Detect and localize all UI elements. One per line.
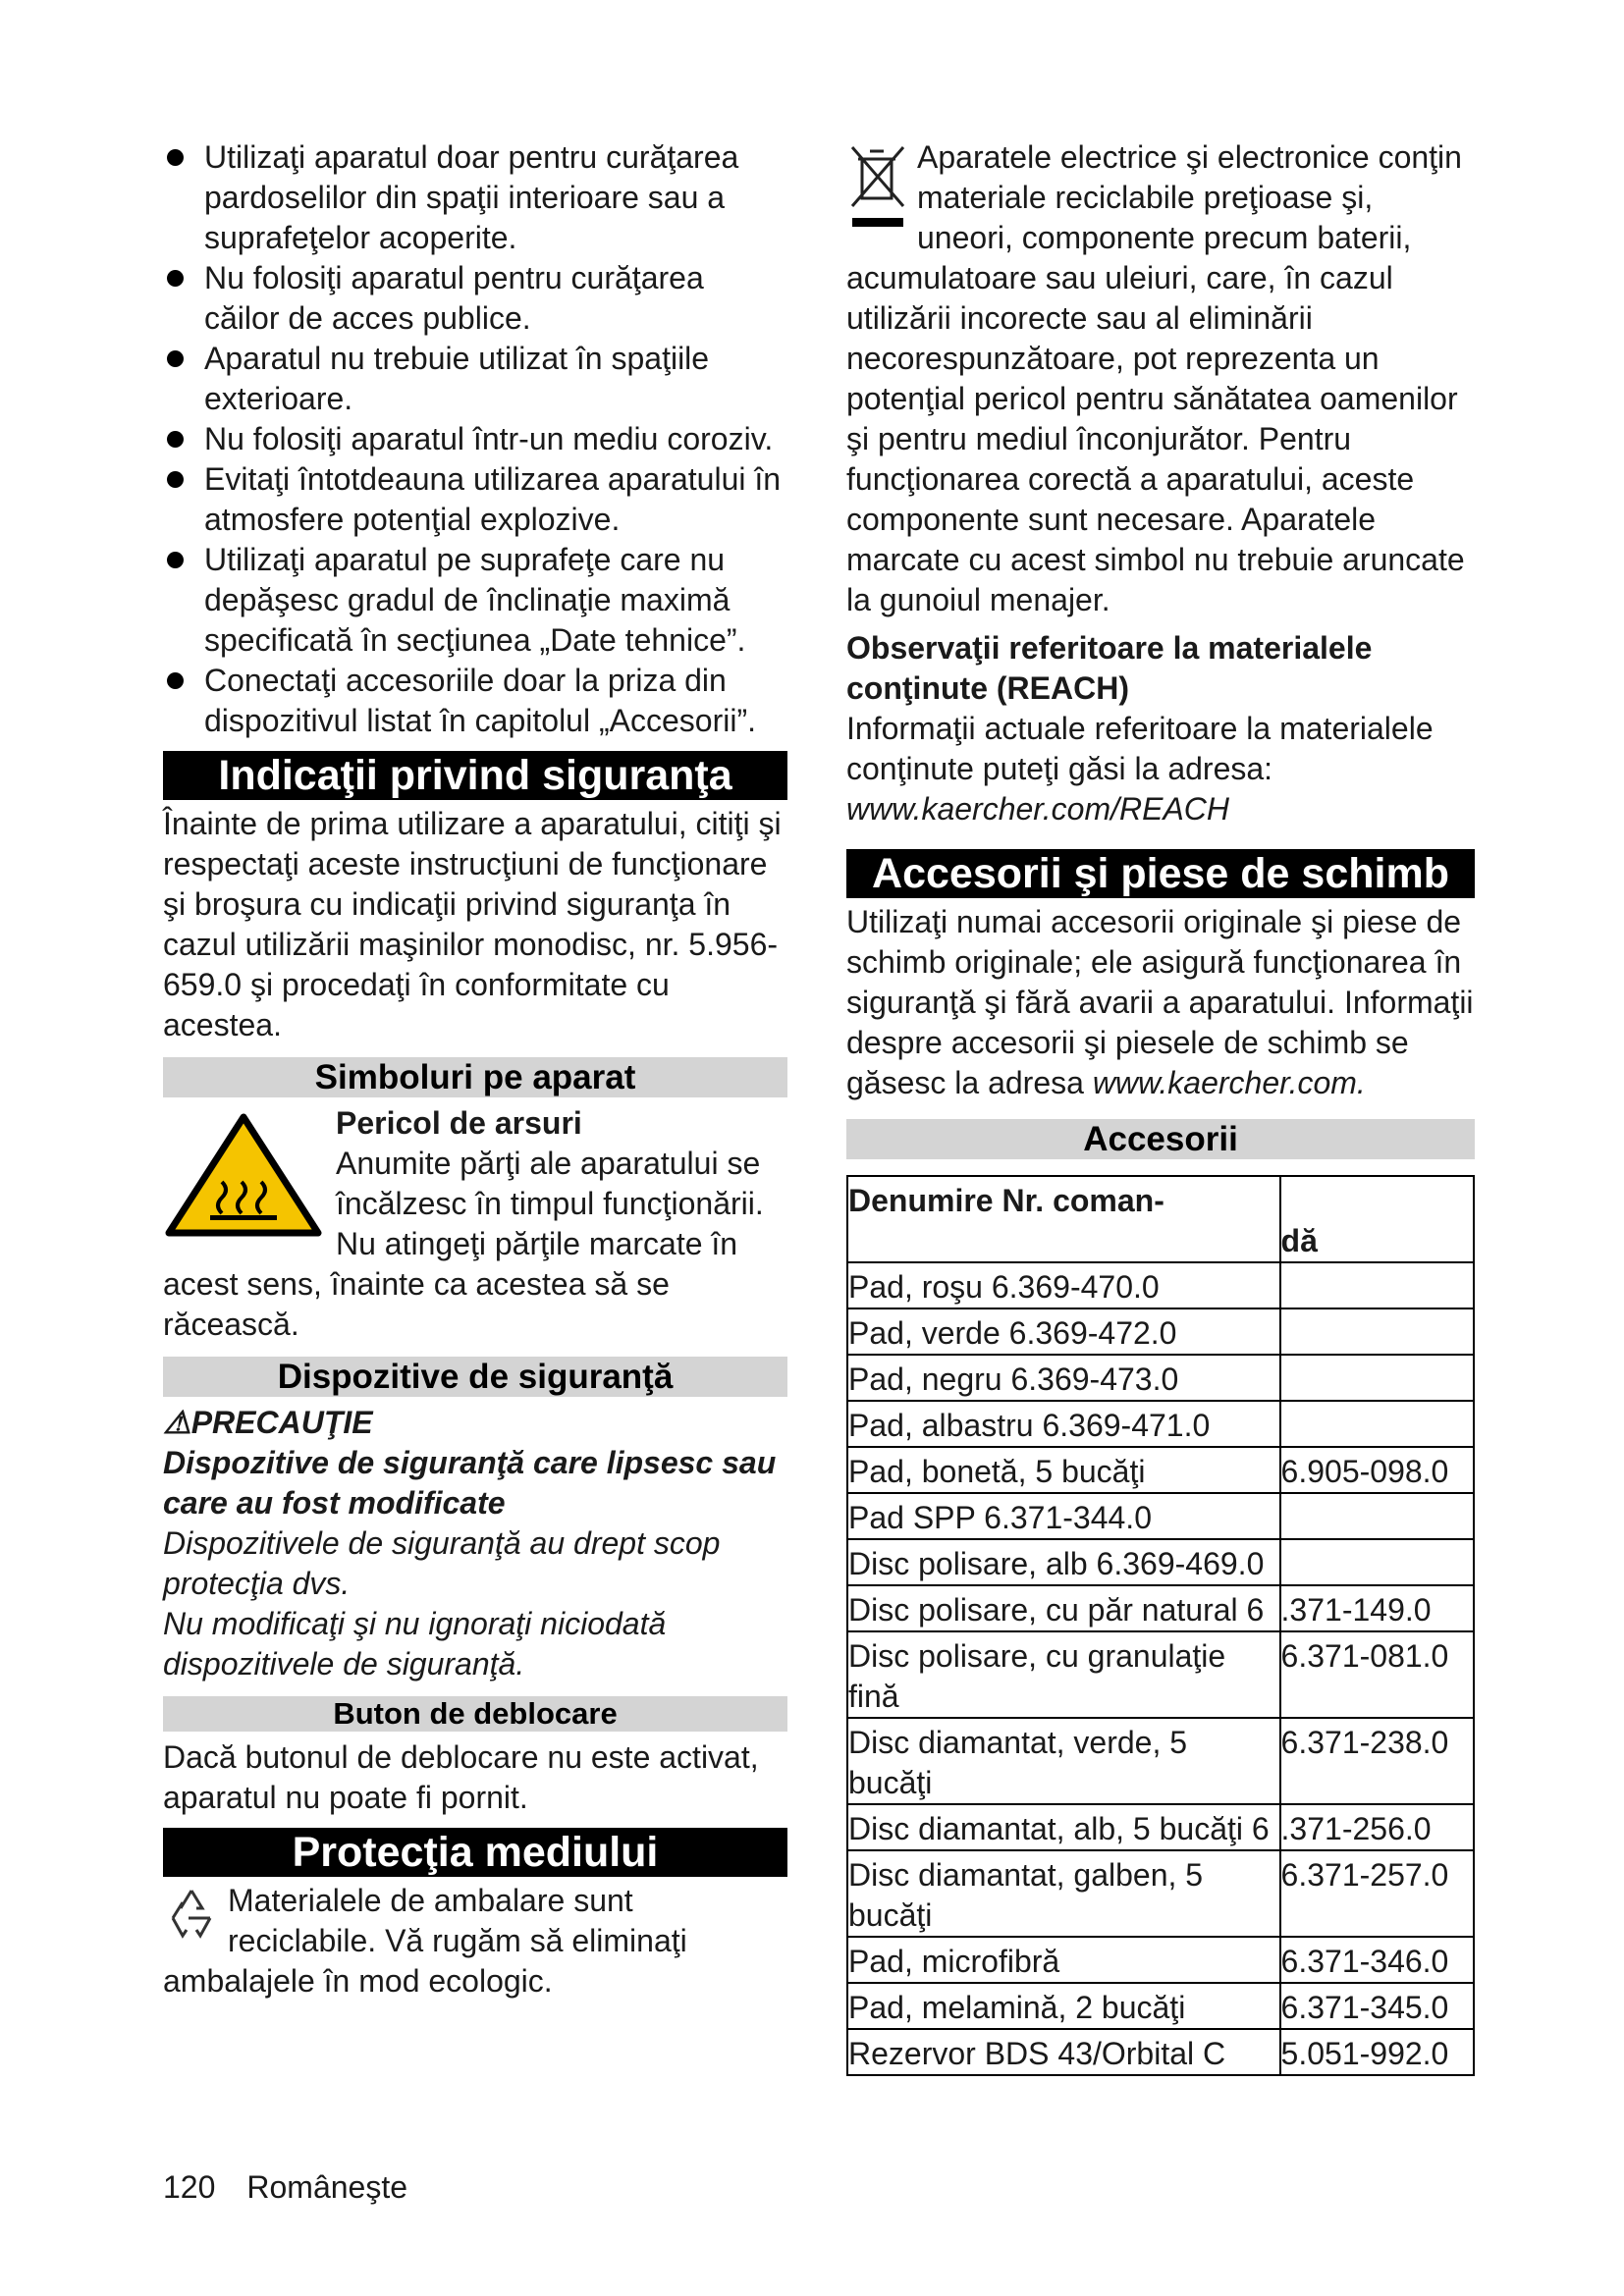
table-row: Pad, albastru 6.369-471.0 bbox=[847, 1401, 1474, 1447]
page-footer bbox=[163, 2167, 407, 2207]
page-number: 120 bbox=[163, 2169, 216, 2205]
burn-title: Pericol de arsuri bbox=[336, 1105, 582, 1141]
accessories-heading: Accesorii bbox=[846, 1119, 1475, 1159]
usage-list bbox=[163, 137, 787, 741]
table-row: Disc diamantat, alb, 5 bucăţi 6 .371-256.0 bbox=[847, 1804, 1474, 1850]
list-item: Nu folosiţi aparatul într-un mediu coroziv. bbox=[163, 419, 787, 459]
unlock-heading: Buton de deblocare bbox=[163, 1696, 787, 1732]
safety-heading: Indicaţii privind siguranţa bbox=[163, 751, 787, 800]
table-row: Pad, microfibră 6.371-346.0 bbox=[847, 1937, 1474, 1983]
accessories-table bbox=[846, 1175, 1475, 2076]
right-column bbox=[846, 137, 1475, 2076]
parts-text: Utilizaţi numai accesorii originale şi piese de schimb originale; ele asigură funcţionarea în siguranţă şi fără avarii a aparatului. Informaţii despre accesorii şi piesele de schimb se găsesc la adresa bbox=[846, 904, 1474, 1100]
unlock-text: Dacă butonul de deblocare nu este activat, aparatul nu poate fi pornit. bbox=[163, 1739, 759, 1815]
language-label: Româneşte bbox=[246, 2169, 408, 2205]
table-row: Disc polisare, alb 6.369-469.0 bbox=[847, 1539, 1474, 1585]
table-row: Disc polisare, cu granulaţie fină 6.371-081.0 bbox=[847, 1631, 1474, 1718]
left-column bbox=[163, 137, 787, 2002]
table-row: Rezervor BDS 43/Orbital C 5.051-992.0 bbox=[847, 2029, 1474, 2075]
table-row: Pad SPP 6.371-344.0 bbox=[847, 1493, 1474, 1539]
reach-text: Informaţii actuale referitoare la materialele conţinute puteţi găsi la adresa: bbox=[846, 711, 1434, 786]
safety-text: Înainte de prima utilizare a aparatului, citiţi şi respectaţi aceste instrucţiuni de funcţionare şi broşura cu indicaţii privind siguranţa în cazul utilizării maşinilor monodisc, nr. 5.956-659.0 şi procedaţi în conformitate cu acestea. bbox=[163, 806, 782, 1042]
parts-paragraph bbox=[846, 902, 1475, 1103]
recycle-icon bbox=[163, 1885, 220, 1942]
table-row: Disc polisare, cu păr natural 6 .371-149.0 bbox=[847, 1585, 1474, 1631]
reach-link[interactable]: www.kaercher.com/REACH bbox=[846, 791, 1230, 827]
list-item: Utilizaţi aparatul doar pentru curăţarea pardoselilor din spaţii interioare sau a suprafeţelor acoperite. bbox=[163, 137, 787, 258]
weee-block bbox=[846, 137, 1475, 620]
burn-text: Anumite părţi ale aparatului se încălzesc în timpul funcţionării. Nu atingeţi părţile marcate în acest sens, înainte ca acestea să se răcească. bbox=[163, 1146, 764, 1342]
list-item: Aparatul nu trebuie utilizat în spaţiile exterioare. bbox=[163, 339, 787, 419]
reach-paragraph bbox=[846, 709, 1475, 829]
table-row: Pad, verde 6.369-472.0 bbox=[847, 1308, 1474, 1355]
parts-link[interactable]: www.kaercher.com. bbox=[1092, 1065, 1366, 1100]
caution-text-1: Dispozitivele de siguranţă au drept scop protecţia dvs. bbox=[163, 1525, 721, 1601]
table-header-cell: Denumire Nr. coman- bbox=[847, 1176, 1280, 1262]
parts-heading: Accesorii şi piese de schimb bbox=[846, 849, 1475, 898]
table-row: Pad, bonetă, 5 bucăţi 6.905-098.0 bbox=[847, 1447, 1474, 1493]
caution-text-2: Nu modificaţi şi nu ignoraţi niciodată dispozitivele de siguranţă. bbox=[163, 1606, 667, 1682]
table-header-row bbox=[847, 1176, 1474, 1262]
table-row: Pad, roşu 6.369-470.0 bbox=[847, 1262, 1474, 1308]
environment-block bbox=[163, 1881, 787, 2002]
crossed-bin-icon bbox=[846, 141, 909, 240]
hot-surface-warning-icon bbox=[163, 1111, 324, 1239]
table-row: Disc diamantat, galben, 5 bucăţi 6.371-257.0 bbox=[847, 1850, 1474, 1937]
devices-heading: Dispozitive de siguranţă bbox=[163, 1357, 787, 1397]
reach-heading: Observaţii referitoare la materialele conţinute (REACH) bbox=[846, 630, 1373, 706]
symbols-heading: Simboluri pe aparat bbox=[163, 1057, 787, 1097]
caution-triangle-icon: ⚠ bbox=[163, 1405, 191, 1440]
caution-label: ⚠PRECAUŢIE bbox=[163, 1405, 373, 1440]
list-item: Evitaţi întotdeauna utilizarea aparatului în atmosfere potenţial explozive. bbox=[163, 459, 787, 540]
weee-text: Aparatele electrice şi electronice conţin materiale reciclabile preţioase şi, uneori, componente precum baterii, acumulatoare sau uleiuri, care, în cazul utilizării incorecte sau al eliminării necorespunzătoare, pot reprezenta un potenţial pericol pentru sănătatea oamenilor şi pentru mediul înconjurător. Pentru funcţionarea corectă a aparatului, aceste componente sunt necesare. Aparatele marcate cu acest simbol nu trebuie aruncate la gunoiul menajer. bbox=[846, 139, 1465, 617]
table-row: Pad, melamină, 2 bucăţi 6.371-345.0 bbox=[847, 1983, 1474, 2029]
burn-warning bbox=[163, 1103, 787, 1345]
environment-heading: Protecţia mediului bbox=[163, 1828, 787, 1877]
list-item: Conectaţi accesoriile doar la priza din dispozitivul listat în capitolul „Accesorii”. bbox=[163, 661, 787, 741]
environment-text: Materialele de ambalare sunt reciclabile. Vă rugăm să eliminaţi ambalajele în mod ecologic. bbox=[163, 1883, 687, 1999]
table-header-cell: dă bbox=[1280, 1176, 1474, 1262]
caution-heading: Dispozitive de siguranţă care lipsesc sau care au fost modificate bbox=[163, 1445, 777, 1521]
list-item: Utilizaţi aparatul pe suprafeţe care nu depăşesc gradul de înclinaţie maximă specificată în secţiunea „Date tehnice”. bbox=[163, 540, 787, 661]
table-row: Disc diamantat, verde, 5 bucăţi 6.371-238.0 bbox=[847, 1718, 1474, 1804]
list-item: Nu folosiţi aparatul pentru curăţarea căilor de acces publice. bbox=[163, 258, 787, 339]
table-row: Pad, negru 6.369-473.0 bbox=[847, 1355, 1474, 1401]
